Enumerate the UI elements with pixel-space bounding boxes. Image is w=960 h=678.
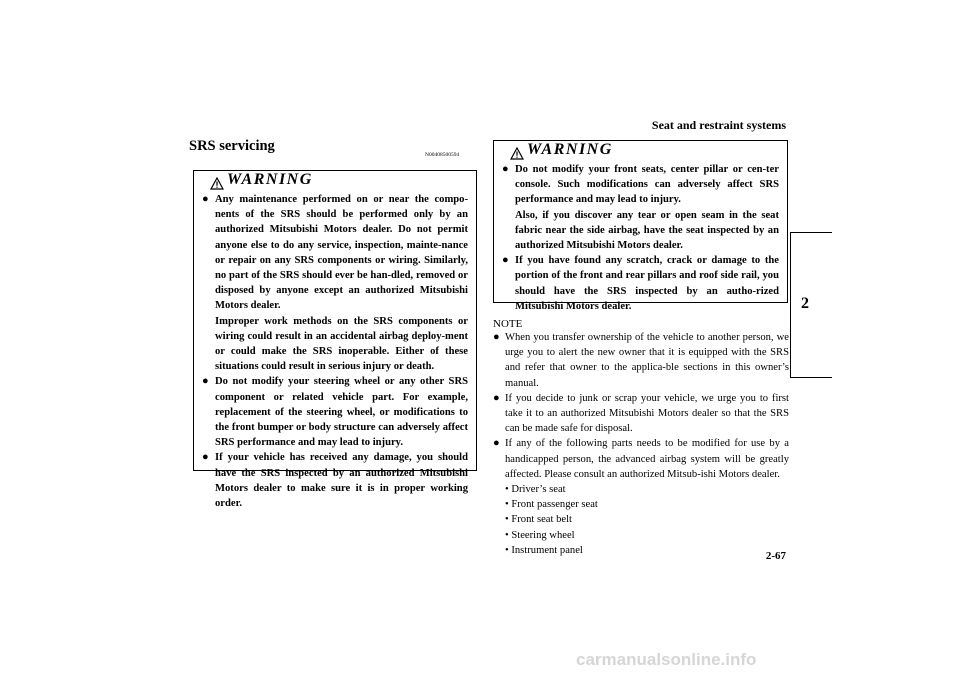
note-item	[493, 436, 789, 558]
warning-item	[502, 162, 779, 253]
bullet-icon: ●	[202, 193, 209, 205]
warning-box-left	[193, 170, 477, 510]
header-title: Seat and restraint systems	[651, 118, 786, 132]
warning-triangle-icon	[210, 177, 224, 190]
warning-item	[202, 192, 468, 374]
note-subitem: • Driver’s seat	[505, 484, 566, 496]
note-section	[493, 318, 789, 558]
warning-header	[194, 171, 476, 192]
warning-text: If you have found any scratch, crack or damage to the portion of the front and rear pillars and roof side rail, you should have the SRS inspected by an autho-rized Mitsubishi Motors dealer.	[515, 255, 779, 312]
warning-item	[202, 450, 468, 511]
warning-text: If your vehicle has received any damage, you should have the SRS inspected by an authorized Mitsubishi Motors dealer to make sure it is in proper working order.	[215, 452, 468, 510]
chapter-tab	[790, 232, 832, 378]
page-number: 2-67	[765, 550, 786, 562]
watermark: carmanualsonline.info	[576, 650, 757, 669]
chapter-number: 2	[801, 295, 809, 312]
warning-item	[502, 253, 779, 314]
warning-list	[194, 192, 476, 511]
warning-label: WARNING	[227, 171, 313, 188]
note-text: If you decide to junk or scrap your vehicle, we urge you to first take it to an authorized Mitsubishi Motors dealer so that the SRS can be made safe for disposal.	[505, 392, 789, 435]
bullet-icon: ●	[493, 391, 500, 404]
note-text: If any of the following parts needs to be modified for use by a handicapped person, the advanced airbag system will be greatly affected. Please consult an authorized Mitsub-ishi Motors dealer.	[505, 438, 789, 480]
note-subitem: • Steering wheel	[505, 529, 575, 541]
warning-text: Do not modify your front seats, center pillar or cen-ter console. Such modifications can adversely affect SRS performance and may lead to injury.	[515, 164, 779, 206]
note-subitem: • Front seat belt	[505, 514, 572, 526]
note-subitem: • Instrument panel	[505, 544, 583, 556]
note-subitem: • Front passenger seat	[505, 499, 598, 511]
warning-header	[494, 141, 787, 162]
section-code: N00408500594	[425, 152, 460, 158]
bullet-icon: ●	[493, 437, 500, 450]
warning-triangle-icon	[510, 147, 524, 160]
note-label: NOTE	[493, 318, 523, 330]
note-list	[493, 330, 789, 558]
warning-text: Also, if you discover any tear or open seam in the seat fabric near the side airbag, have the seat inspected by an authorized Mitsubishi Motors dealer.	[515, 209, 779, 252]
bullet-icon: ●	[493, 331, 500, 343]
warning-list	[494, 162, 787, 314]
note-item	[493, 330, 789, 391]
warning-text: Improper work methods on the SRS components or wiring could result in an accidental airbag deploy-ment or could make the SRS inoperable. Either of these situations could result in serious injury or death.	[215, 315, 468, 373]
warning-item	[202, 374, 468, 450]
bullet-icon: ●	[502, 163, 509, 175]
bullet-icon: ●	[502, 254, 509, 267]
section-title: SRS servicing	[189, 138, 275, 154]
warning-text: Any maintenance performed on or near the compo-nents of the SRS should be performed only by an authorized Mitsubishi Motors dealer. Do not permit anyone else to do any service, inspection, mainte-nance or repair on any SRS components or wiring. Similarly, no part of the SRS should ever be han-dled, removed or disposed by anyone except an authorized Mitsubishi Motors dealer.	[215, 194, 468, 312]
warning-text: Do not modify your steering wheel or any other SRS component or related vehicle part. For example, replacement of the steering wheel, or modifications to the front bumper or body structure can adversely affect SRS performance and may lead to injury.	[215, 376, 468, 449]
note-text: When you transfer ownership of the vehicle to another person, we urge you to alert the new owner that it is equipped with the SRS and refer that owner to the applica-ble sections in this owner’s manual.	[505, 332, 789, 389]
warning-label: WARNING	[527, 141, 613, 158]
bullet-icon: ●	[202, 451, 209, 464]
bullet-icon: ●	[202, 375, 209, 388]
warning-box-right	[493, 140, 788, 312]
note-item	[493, 391, 789, 437]
